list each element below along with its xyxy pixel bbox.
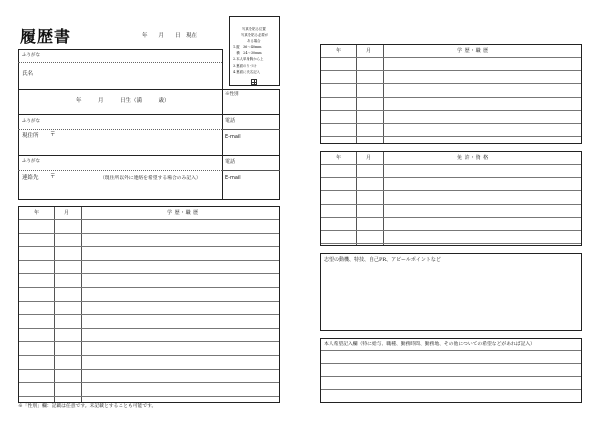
requests-title: 本人希望記入欄（特に給与、職種、勤務時間、勤務地、その他についての希望などがあれば記入） bbox=[324, 342, 535, 347]
history-row bbox=[321, 57, 581, 58]
address-postal: 〒 bbox=[50, 132, 56, 138]
address-phone-label: 電話 bbox=[225, 118, 236, 124]
history-row bbox=[19, 328, 279, 329]
request-row bbox=[321, 363, 581, 364]
history-row bbox=[19, 382, 279, 383]
date-line: 年 月 日 現在 bbox=[142, 33, 198, 39]
history-table-left bbox=[18, 206, 280, 403]
history-year-header: 年 bbox=[34, 210, 40, 216]
photo-line: 2.本人単身胸から上 bbox=[233, 57, 264, 62]
motivation-box bbox=[320, 253, 582, 331]
history-row bbox=[19, 396, 279, 397]
photo-line: 写真を貼る必要が bbox=[241, 33, 269, 38]
photo-line: ある場合 bbox=[247, 39, 261, 44]
history-row bbox=[19, 246, 279, 247]
resume-title: 履歴書 bbox=[20, 27, 72, 46]
license-row bbox=[321, 230, 581, 231]
history-row bbox=[321, 70, 581, 71]
birthdate-field: 年 月 日生（満 歳） bbox=[76, 98, 170, 104]
address-email-label: E-mail bbox=[225, 134, 241, 140]
name-label: 氏名 bbox=[22, 71, 34, 77]
address-block bbox=[18, 114, 280, 200]
photo-line: 4.裏面に氏名記入 bbox=[233, 69, 260, 74]
history-row bbox=[321, 136, 581, 137]
license-row bbox=[321, 177, 581, 178]
motivation-title: 志望の動機、特技、自己PR、アピールポイントなど bbox=[324, 257, 441, 263]
license-year-header: 年 bbox=[336, 155, 342, 161]
history-title-header: 学 歴・職 歴 bbox=[457, 48, 489, 54]
history-row bbox=[19, 219, 279, 220]
history-row bbox=[19, 314, 279, 315]
license-row bbox=[321, 190, 581, 191]
history-table-right bbox=[320, 44, 582, 144]
request-row bbox=[321, 376, 581, 377]
history-row bbox=[19, 273, 279, 274]
photo-box bbox=[229, 16, 280, 86]
contact-email-label: E-mail bbox=[225, 175, 241, 181]
history-row bbox=[321, 97, 581, 98]
photo-line: 1.縦 36～40mm bbox=[233, 45, 262, 50]
contact-label: 連絡先 bbox=[22, 175, 39, 181]
photo-instructions bbox=[233, 26, 268, 75]
history-title-header: 学 歴・職 歴 bbox=[167, 210, 199, 216]
address-furigana-label: ふりがな bbox=[22, 119, 40, 124]
contact-postal: 〒 bbox=[50, 174, 56, 180]
request-row bbox=[321, 350, 581, 351]
contact-note: （現住所以外に連絡を希望する場合のみ記入） bbox=[100, 176, 201, 181]
license-month-header: 月 bbox=[366, 155, 372, 161]
license-row bbox=[321, 164, 581, 165]
history-row bbox=[321, 83, 581, 84]
license-row bbox=[321, 204, 581, 205]
history-row bbox=[19, 369, 279, 370]
history-row bbox=[19, 287, 279, 288]
name-block bbox=[18, 49, 222, 90]
license-title-header: 免 許・資 格 bbox=[457, 155, 489, 161]
license-row bbox=[321, 243, 581, 244]
history-row bbox=[321, 110, 581, 111]
history-row bbox=[321, 123, 581, 124]
footnote: ※「性別」欄：記載は任意です。未記載とすることも可能です。 bbox=[18, 404, 157, 409]
history-month-header: 月 bbox=[366, 48, 372, 54]
requests-box bbox=[320, 338, 582, 403]
licenses-table bbox=[320, 151, 582, 246]
gender-label: ※性別 bbox=[225, 92, 239, 97]
history-month-header: 月 bbox=[64, 210, 70, 216]
contact-furigana-label: ふりがな bbox=[22, 159, 40, 164]
address-label: 現住所 bbox=[22, 133, 39, 139]
history-row bbox=[19, 341, 279, 342]
history-row bbox=[19, 233, 279, 234]
request-row bbox=[321, 389, 581, 390]
contact-phone-label: 電話 bbox=[225, 159, 236, 165]
history-row bbox=[19, 301, 279, 302]
history-row bbox=[19, 260, 279, 261]
photo-line: 3.裏面のりづけ bbox=[233, 63, 257, 68]
history-row bbox=[19, 355, 279, 356]
license-row bbox=[321, 217, 581, 218]
photo-line: 横 24～30mm bbox=[233, 51, 262, 56]
crosshair-icon bbox=[251, 79, 257, 85]
history-year-header: 年 bbox=[336, 48, 342, 54]
photo-line: 写真を貼る位置 bbox=[242, 27, 266, 31]
name-furigana-label: ふりがな bbox=[22, 53, 40, 58]
